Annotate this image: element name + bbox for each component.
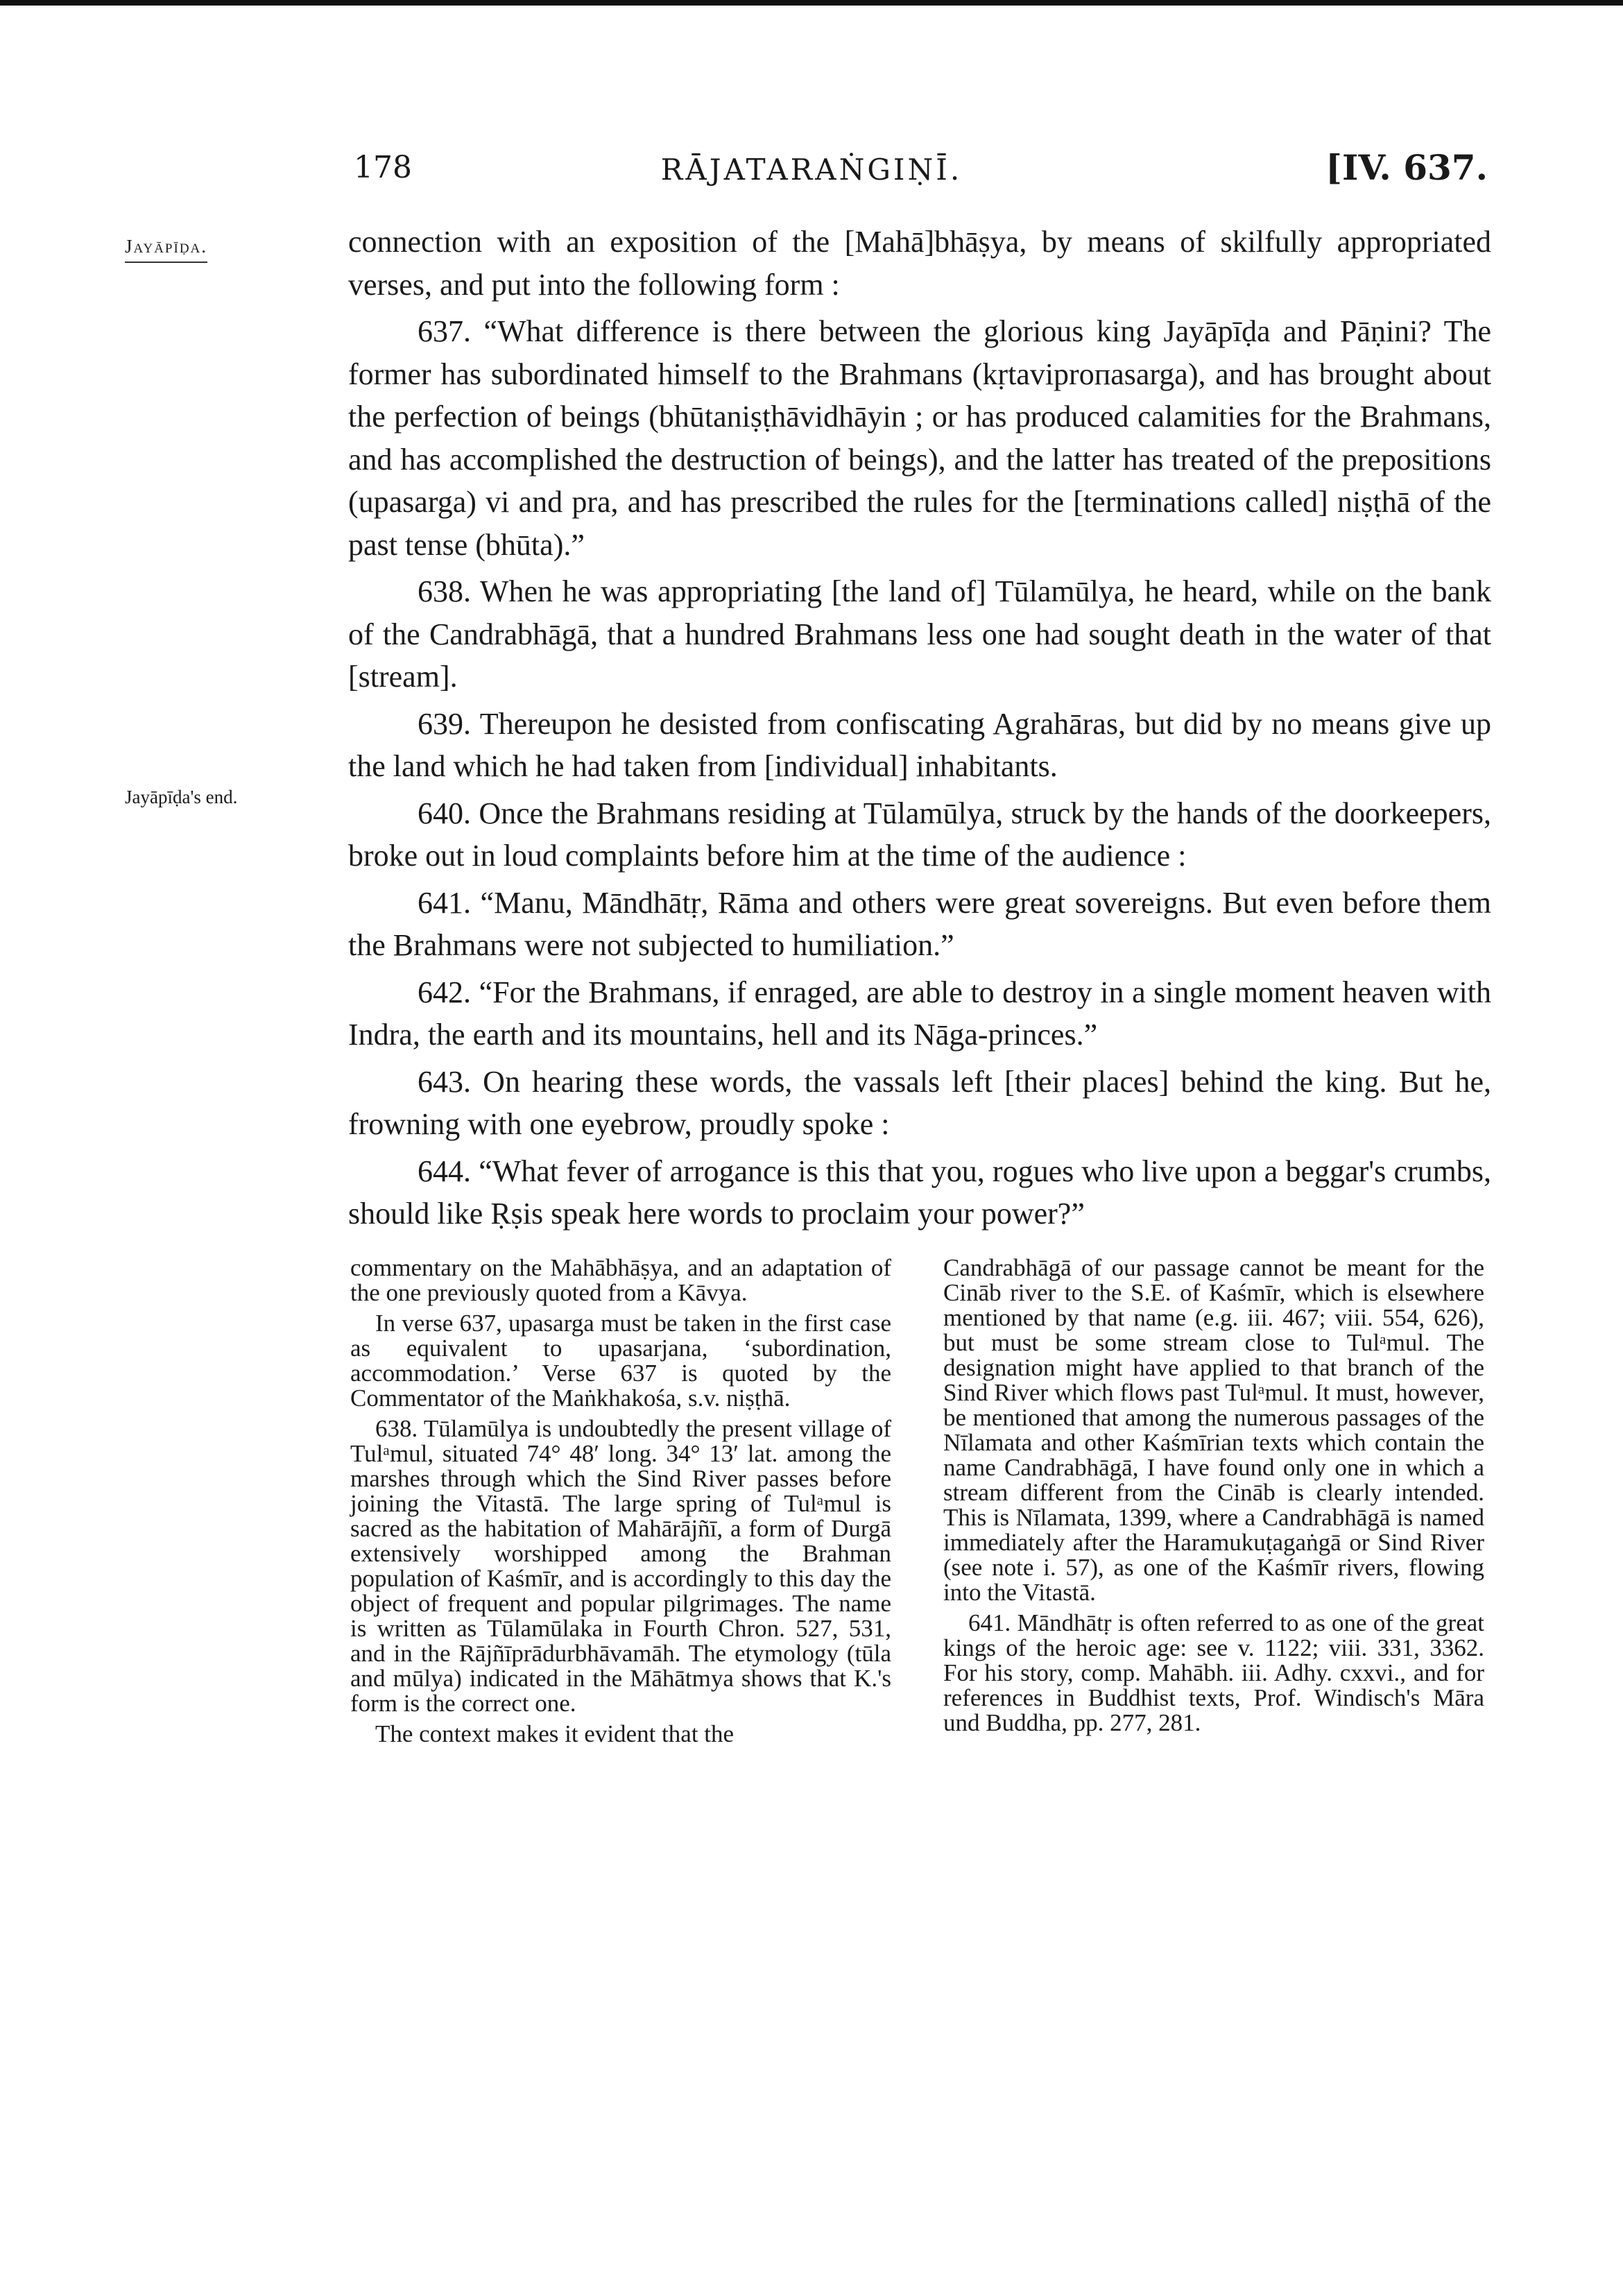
footnotes-right-column bbox=[943, 1256, 1484, 1741]
footnote-paragraph: commentary on the Mahābhāṣya, and an adaptation of the one previously quoted from a Kāvya. bbox=[350, 1254, 891, 1306]
running-header bbox=[0, 147, 1623, 198]
footnote-638: 638. Tūlamūlya is undoubtedly the present village of Tulᵃmul, situated 74° 48′ long. 34° 13′ lat. among the marshes through which the Sind River passes before joining the Vitastā. The large spring of Tulᵃmul is sacred as the habitation of Mahārājñī, a form of Durgā extensively worshipped among the Brahman population of Kaśmīr, and is accordingly to this day the object of frequent and popular pilgrimages. The name is written as Tūlamūlaka in Fourth Chron. 527, 531, and in the Rājñīprādurbhāvamāh. The etymology (tūla and mūlya) indicated in the Māhātmya shows that K.'s form is the correct one. bbox=[350, 1415, 891, 1717]
verse-637: 637. “What difference is there between the glorious king Jayāpīḍa and Pāṇini? The former has subordinated himself to the Brahmans (kṛtaviprопasarga), and has brought about the perfection of beings (bhūtaniṣṭhāvidhāyin ; or has produced calamities for the Brahmans, and has accomplished the destruction of beings), and the latter has treated of the prepositions (upasarga) vi and pra, and has prescribed the rules for the [terminations called] niṣṭhā of the past tense (bhūta).” bbox=[348, 314, 1491, 562]
sidenote-jayapida: Jayāpīḍa. bbox=[125, 236, 207, 263]
footnote-paragraph: Candrabhāgā of our passage cannot be meant for the Cināb river to the S.E. of Kaśmīr, which is elsewhere mentioned by that name (e.g. iii. 467; viii. 554, 626), but must be some stream close to Tulᵃmul. The designation might have applied to that branch of the Sind River which flows past Tulᵃmul. It must, however, be mentioned that among the numerous passages of the Nīlamata and other Kaśmīrian texts which contain the name Candrabhāgā, I have found only one in which a stream different from the Cināb is clearly intended. This is Nīlamata, 1399, where a Candrabhāgā is named immediately after the Haramukuṭagaṅgā or Sind River (see note i. 57), as one of the Kaśmīr rivers, flowing into the Vitastā. bbox=[943, 1254, 1484, 1606]
running-title: RĀJATARAṄGIṆĪ. bbox=[660, 153, 963, 187]
footnote-paragraph: The context makes it evident that the bbox=[375, 1720, 735, 1747]
footnotes-left-column bbox=[350, 1256, 891, 1752]
sidenote-jayapida-end: Jayāpīḍa's end. bbox=[125, 787, 238, 807]
verse-640: 640. Once the Brahmans residing at Tūlamūlya, struck by the hands of the doorkeepers, broke out in loud complaints before him at the time of the audience : bbox=[348, 796, 1491, 873]
verse-641: 641. “Manu, Māndhātṛ, Rāma and others were great sovereigns. But even before them the Brahmans were not subjected to humiliation.” bbox=[348, 885, 1491, 962]
footnote-paragraph: In verse 637, upasarga must be taken in the first case as equivalent to upasarjana, ‘subordination, accommodation.’ Verse 637 is quoted by the Commentator of the Maṅkhakośa, s.v. niṣṭhā. bbox=[350, 1310, 891, 1412]
verse-642: 642. “For the Brahmans, if enraged, are able to destroy in a single moment heaven with Indra, the earth and its mountains, hell and its Nāga-princes.” bbox=[348, 975, 1491, 1052]
paragraph-continuation: connection with an exposition of the [Mahā]bhāṣya, by means of skilfully appropriated verses, and put into the following form : bbox=[348, 225, 1491, 302]
page-number: 178 bbox=[354, 150, 412, 185]
verse-638: 638. When he was appropriating [the land of] Tūlamūlya, he heard, while on the bank of the Candrabhāgā, that a hundred Brahmans less one had sought death in the water of that [stream]. bbox=[348, 574, 1491, 694]
verse-644: 644. “What fever of arrogance is this that you, rogues who live upon a beggar's crumbs, should like Ṛṣis speak here words to proclaim your power?” bbox=[348, 1154, 1491, 1231]
top-border-rule bbox=[0, 0, 1623, 6]
verse-643: 643. On hearing these words, the vassals left [their places] behind the king. But he, frowning with one eyebrow, proudly spoke : bbox=[348, 1064, 1491, 1141]
section-reference: [IV. 637. bbox=[1325, 147, 1488, 188]
footnote-641: 641. Māndhātṛ is often referred to as one of the great kings of the heroic age: see v. 1122; viii. 331, 3362. For his story, comp. Mahābh. iii. Adhy. cxxvi., and for references in Buddhist texts, Prof. Windisch's Māra und Buddha, pp. 277, 281. bbox=[943, 1609, 1484, 1736]
verse-639: 639. Thereupon he desisted from confiscating Agrahāras, but did by no means give up the land which he had taken from [individual] inhabitants. bbox=[348, 706, 1491, 783]
main-text bbox=[348, 221, 1491, 1240]
